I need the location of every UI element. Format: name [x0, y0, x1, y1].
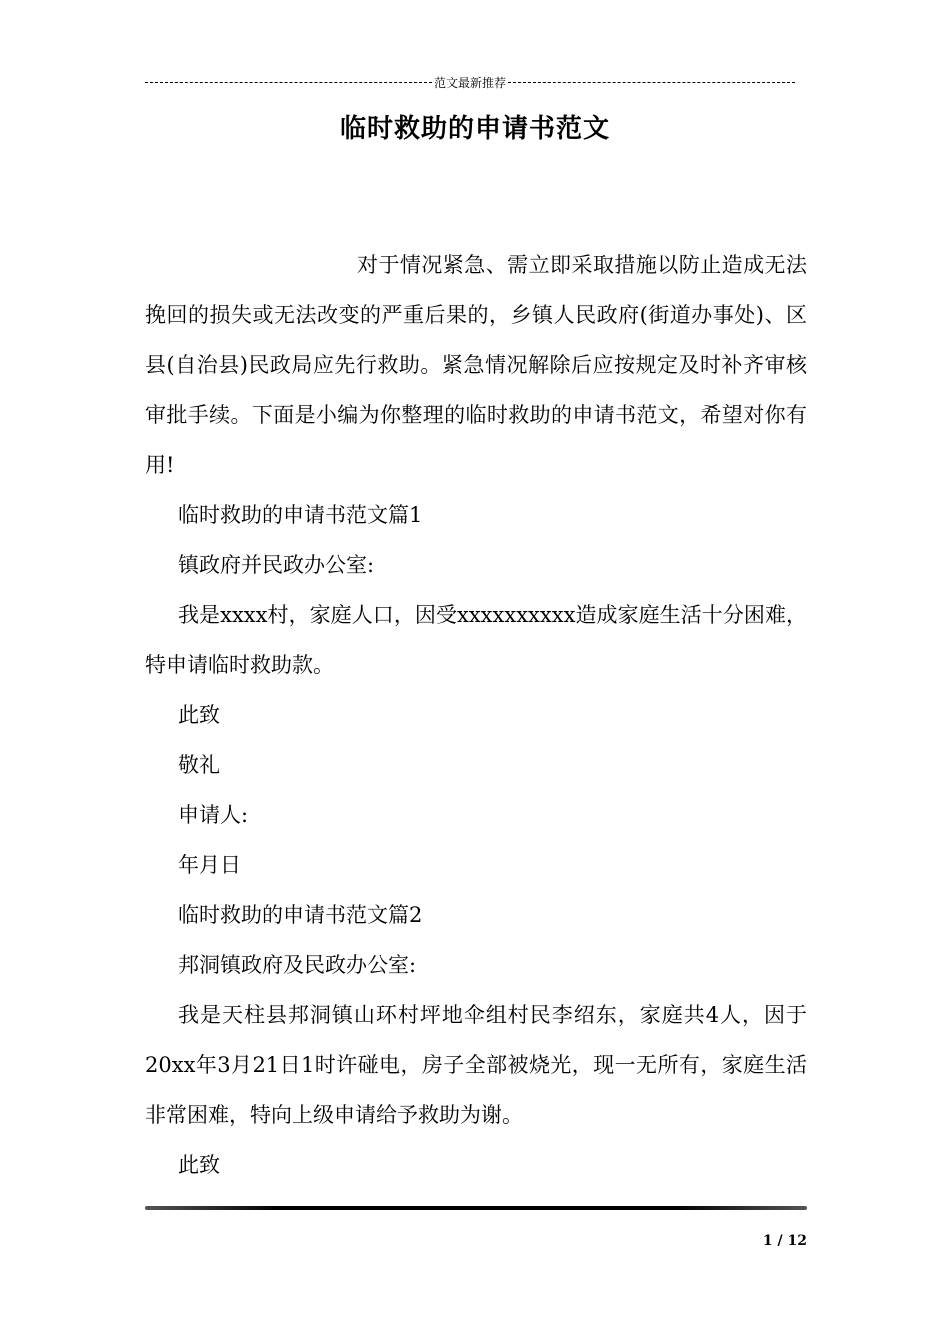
page-number: 1 / 12 — [762, 1233, 807, 1249]
header-label: 范文最新推荐 — [434, 75, 507, 90]
page-header — [145, 72, 795, 92]
footer-rule — [145, 1206, 807, 1210]
document-title: 临时救助的申请书范文 — [339, 114, 610, 144]
body-paragraph-2: 我是天柱县邦洞镇山环村坪地伞组村民李绍东，家庭共4人，因于20xx年3月21日1时许碰电，房子全部被烧光，现一无所有，家庭生活非常困难，特向上级申请给予救助为谢。 — [145, 1003, 807, 1127]
date-line-1: 年月日 — [178, 853, 241, 877]
intro-paragraph: 对于情况紧急、需立即采取措施以防止造成无法挽回的损失或无法改变的严重后果的，乡镇人民政府(街道办事处)、区县(自治县)民政局应先行救助。紧急情况解除后应按规定及时补齐审核审批手续。下面是小编为你整理的临时救助的申请书范文，希望对你有用! — [145, 253, 807, 477]
section-heading-1: 临时救助的申请书范文篇1 — [178, 503, 423, 527]
closing-cizhi-2: 此致 — [178, 1153, 220, 1177]
document-body — [145, 240, 807, 1190]
body-paragraph-1: 我是xxxx村，家庭人口，因受xxxxxxxxxx造成家庭生活十分困难，特申请临时救助款。 — [145, 603, 807, 677]
header-dash-right — [508, 82, 795, 83]
closing-jingli-1: 敬礼 — [178, 753, 220, 777]
addressee-2: 邦洞镇政府及民政办公室: — [178, 953, 417, 977]
addressee-1: 镇政府并民政办公室: — [178, 553, 375, 577]
closing-cizhi-1: 此致 — [178, 703, 220, 727]
applicant-line-1: 申请人: — [178, 803, 249, 827]
section-heading-2: 临时救助的申请书范文篇2 — [178, 903, 423, 927]
header-dash-left — [145, 82, 432, 83]
